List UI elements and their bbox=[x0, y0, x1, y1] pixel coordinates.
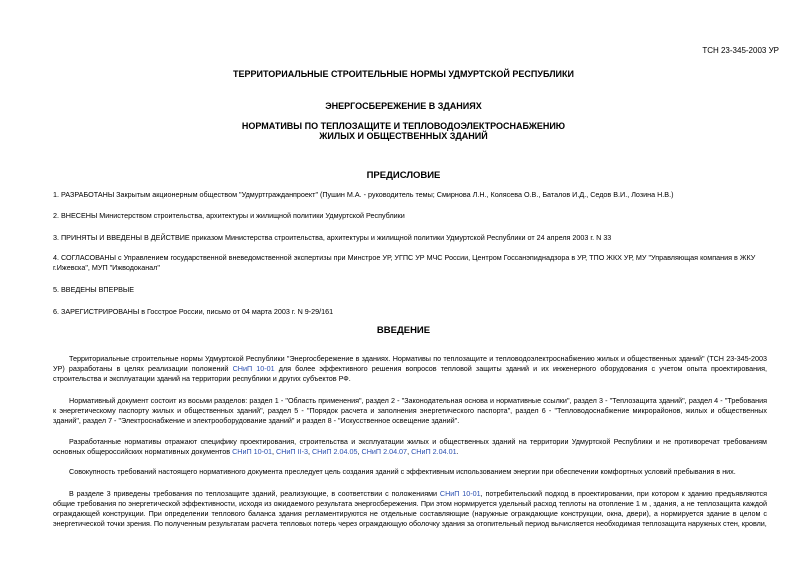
snip-2-04-05-link[interactable]: СНиП 2.04.05 bbox=[311, 447, 358, 456]
intro-p5-text-b: , потребительский подход в проектировании, при котором к зданию предъявляются общие требования по энергетической эффективности, исходя из ожидаемого результата энергосбережения. При этом нормируется удельный расход теплоты на отопление 1 м , здания, а не теплозащита каждой ограждающей конструкции. При определении теплового баланса здания регламентируются не отдельные составляющие (наружные ограждающие конструкции, окна, двери), а нормируется здание в целом с энергетической точки зрения. По полученным результатам расчета тепловых потерь через ограждающую оболочку здания за отопительный период вычисляется необходимая теплозащита наружных стен, кровли, bbox=[53, 489, 767, 528]
link-separator: , bbox=[407, 447, 412, 456]
snip-10-01-link[interactable]: СНиП 10-01 bbox=[232, 447, 273, 456]
intro-paragraph-5 bbox=[53, 489, 767, 529]
foreword-item-2: 2. ВНЕСЕНЫ Министерством строительства, архитектуры и жилищной политики Удмуртской Республики bbox=[53, 211, 405, 220]
intro-paragraph-4 bbox=[53, 467, 767, 477]
main-title: ТЕРРИТОРИАЛЬНЫЕ СТРОИТЕЛЬНЫЕ НОРМЫ УДМУРТСКОЙ РЕСПУБЛИКИ bbox=[233, 69, 574, 79]
snip-10-01-link[interactable]: СНиП 10-01 bbox=[439, 489, 481, 498]
snip-ii-3-link[interactable]: СНиП II-3 bbox=[276, 447, 308, 456]
link-separator: , bbox=[357, 447, 362, 456]
foreword-item-5: 5. ВВЕДЕНЫ ВПЕРВЫЕ bbox=[53, 285, 135, 294]
snip-2-04-01-link[interactable]: СНиП 2.04.01 bbox=[411, 447, 457, 456]
norm-title-line-1: НОРМАТИВЫ ПО ТЕПЛОЗАЩИТЕ И ТЕПЛОВОДОЭЛЕКТРОСНАБЖЕНИЮ bbox=[241, 121, 566, 131]
intro-paragraph-1 bbox=[53, 354, 767, 384]
foreword-item-6: 6. ЗАРЕГИСТРИРОВАНЫ в Госстрое России, письмо от 04 марта 2003 г. N 9-29/161 bbox=[53, 307, 334, 316]
snip-2-04-07-link[interactable]: СНиП 2.04.07 bbox=[361, 447, 408, 456]
norm-title-line-2: ЖИЛЫХ И ОБЩЕСТВЕННЫХ ЗДАНИЙ bbox=[319, 131, 488, 141]
intro-p3-text-a: Разработанные нормативы отражают специфику проектирования, строительства и эксплуатации жилых и общественных зданий на территории Удмуртской Республики и не противоречат требованиям основных общероссийских нормативных документов bbox=[53, 437, 767, 456]
intro-p2-text: Нормативный документ состоит из восьми разделов: раздел 1 - "Область применения", раздел 2 - "Законодательная основа и нормативные ссылки", раздел 3 - "Теплозащита зданий", раздел 4 - "Требования к энергетическому паспорту жилых и общественных зданий", раздел 5 - "Порядок расчета и заполнения энергетического паспорта", раздел 6 - "Тепловодоснабжение микрорайонов, жилых и общественных зданий", раздел 7 - "Электроснабжение и электрооборудование зданий" и раздел 8 - "Искусственное освещение зданий". bbox=[53, 396, 767, 425]
snip-10-01-link[interactable]: СНиП 10-01 bbox=[232, 364, 275, 373]
foreword-item-4: 4. СОГЛАСОВАНЫ с Управлением государственной вневедомственной экспертизы при Минстрое УР, УГПС УР МЧС России, Центром Госсанэпиднадзора в УР, ТПО ЖКХ УР, МУ "Управляющая компания в ЖКУ г.Ижевска", МУП "Ижводоканал" bbox=[53, 253, 756, 272]
foreword-heading: ПРЕДИСЛОВИЕ bbox=[366, 170, 441, 181]
document-code: ТСН 23-345-2003 УР bbox=[702, 46, 779, 55]
foreword-item-1: 1. РАЗРАБОТАНЫ Закрытым акционерным обществом "Удмуртгражданпроект" (Пушин М.А. - руководитель темы; Смирнова Л.Н., Колясева О.В., Баталов И.Д., Седов В.И., Лозина Н.В.) bbox=[53, 190, 674, 199]
intro-p1-text-a: Территориальные строительные нормы Удмуртской Республики "Энергосбережение в зданиях. Нормативы по теплозащите и тепловодоэлектроснабжению жилых и общественных зданий" (ТСН 23-345-2003 УР) разработаны в целях реализации положений bbox=[53, 354, 767, 373]
intro-p3-end: . bbox=[456, 447, 459, 456]
foreword-item-3: 3. ПРИНЯТЫ И ВВЕДЕНЫ В ДЕЙСТВИЕ приказом Министерства строительства, архитектуры и жилищной политики Удмуртской Республики от 24 апреля 2003 г. N 33 bbox=[53, 233, 612, 242]
link-separator: , bbox=[307, 447, 312, 456]
intro-p1-text-b: для более эффективного решения вопросов тепловой защиты зданий и их инженерного оборудования с учетом опыта проектирования, строительства и эксплуатации зданий на территории республики и других субъектов РФ. bbox=[53, 364, 767, 383]
intro-p5-text-a: В разделе 3 приведены требования по теплозащите зданий, реализующие, в соответствии с положениями bbox=[69, 489, 440, 498]
introduction-heading: ВВЕДЕНИЕ bbox=[376, 325, 431, 336]
link-separator: , bbox=[272, 447, 277, 456]
intro-paragraph-2 bbox=[53, 396, 767, 426]
intro-paragraph-3 bbox=[53, 437, 767, 457]
subtitle: ЭНЕРГОСБЕРЕЖЕНИЕ В ЗДАНИЯХ bbox=[325, 101, 482, 111]
intro-p4-text: Совокупность требований настоящего нормативного документа преследует цель создания зданий с эффективным использованием энергии при обеспечении комфортных условий пребывания в них. bbox=[69, 467, 736, 476]
